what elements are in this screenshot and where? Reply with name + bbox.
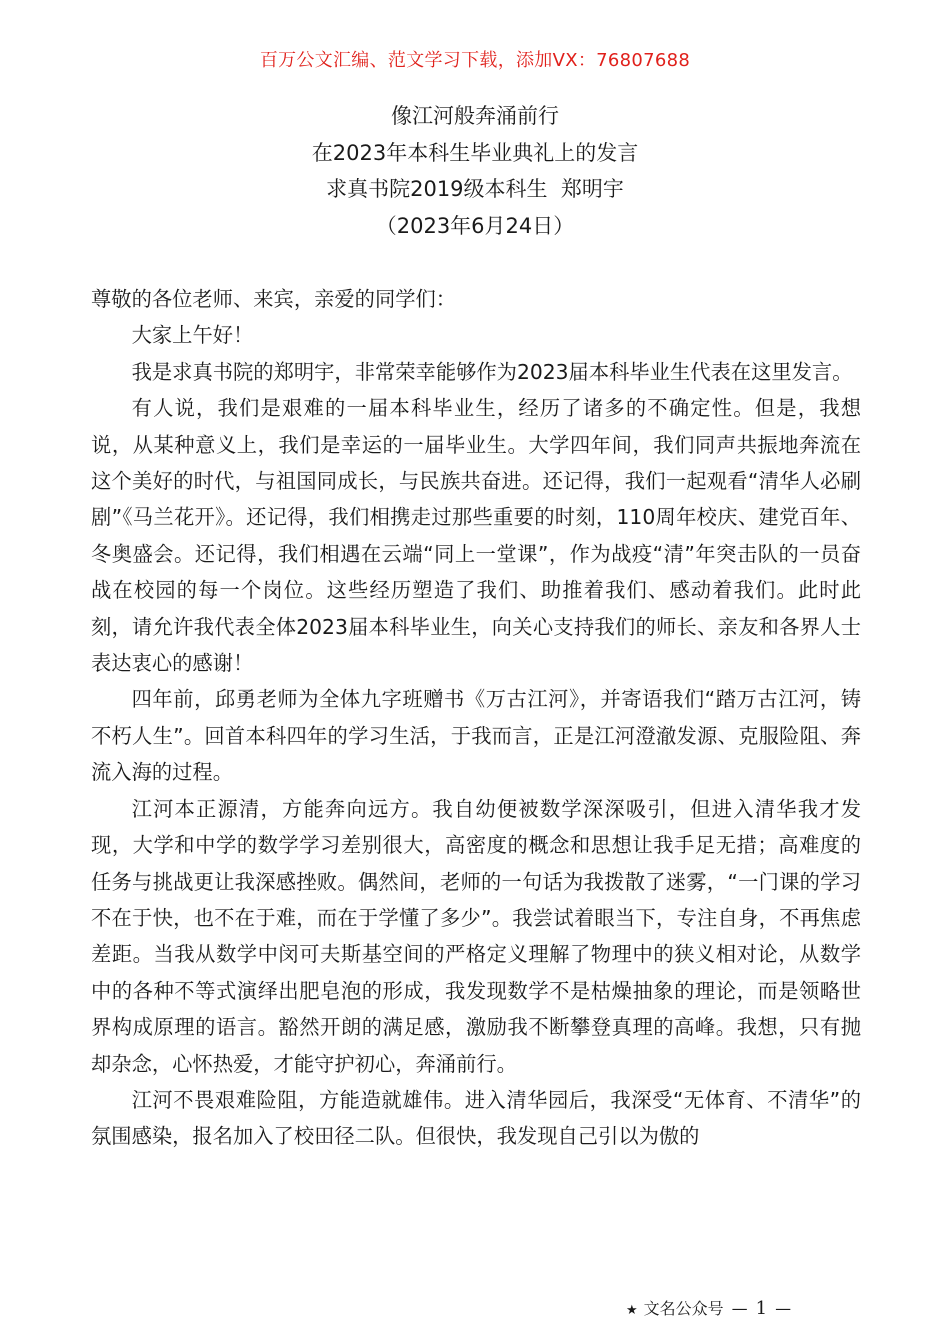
greeting: 大家上午好！ (131, 323, 254, 348)
speech-subtitle: 在2023年本科生毕业典礼上的发言 (311, 140, 639, 165)
speaker-info: 求真书院2019级本科生 郑明宇 (326, 177, 624, 201)
speech-body (91, 281, 861, 1155)
paragraph: 四年前，邱勇老师为全体九字班赠书《万古江河》，并寄语我们“踏万古江河，铸不朽人生”。回首本科四年的学习生活，于我而言，正是江河澄澈发源、克服险阻、奔流入海的过程。 (91, 687, 861, 785)
footer-dash-left: — (731, 1299, 748, 1318)
star-icon: ★ (626, 1303, 638, 1318)
paragraph: 我是求真书院的郑明宇，非常荣幸能够作为2023届本科毕业生代表在这里发言。 (131, 359, 853, 384)
page-number: 1 (755, 1298, 768, 1319)
paragraph: 有人说，我们是艰难的一届本科毕业生，经历了诸多的不确定性。但是，我想说，从某种意义上，我们是幸运的一届毕业生。大学四年间，我们同声共振地奔流在这个美好的时代，与祖国同成长，与民族共奋进。还记得，我们一起观看“清华人必刷剧”《马兰花开》。还记得，我们相携走过那些重要的时刻，110周年校庆、建党百年、冬奥盛会。还记得，我们相遇在云端“同上一堂课”，作为战疫“清”年突击队的一员奋战在校园的每一个岗位。这些经历塑造了我们、助推着我们、感动着我们。此时此刻，请允许我代表全体2023届本科毕业生，向关心支持我们的师长、亲友和各界人士表达衷心的感谢！ (91, 396, 861, 676)
title-block (0, 98, 950, 244)
speech-title: 像江河般奔涌前行 (391, 104, 559, 128)
paragraph: 江河本正源清，方能奔向远方。我自幼便被数学深深吸引，但进入清华我才发现，大学和中学的数学学习差别很大，高密度的概念和思想让我手足无措；高难度的任务与挑战更让我深感挫败。偶然间，老师的一句话为我拨散了迷雾，“一门课的学习不在于快，也不在于难，而在于学懂了多少”。我尝试着眼当下，专注自身，不再焦虑差距。当我从数学中闵可夫斯基空间的严格定义理解了物理中的狭义相对论，从数学中的各种不等式演绎出肥皂泡的形成，我发现数学不是枯燥抽象的理论，而是领略世界构成原理的语言。豁然开朗的满足感，激励我不断攀登真理的高峰。我想，只有抛却杂念，心怀热爱，才能守护初心，奔涌前行。 (91, 796, 861, 1076)
footer-label: 文名公众号 (643, 1299, 724, 1318)
speech-date: （2023年6月24日） (375, 213, 575, 238)
paragraph: 江河不畏艰难险阻，方能造就雄伟。进入清华园后，我深受“无体育、不清华”的氛围感染，报名加入了校田径二队。但很快，我发现自己引以为傲的 (91, 1087, 861, 1149)
page-footer (626, 1296, 799, 1319)
footer-dash-right: — (775, 1299, 792, 1318)
header-banner: 百万公文汇编、范文学习下载，添加VX：76807688 (259, 50, 691, 71)
salutation: 尊敬的各位老师、来宾，亲爱的同学们： (91, 287, 457, 311)
